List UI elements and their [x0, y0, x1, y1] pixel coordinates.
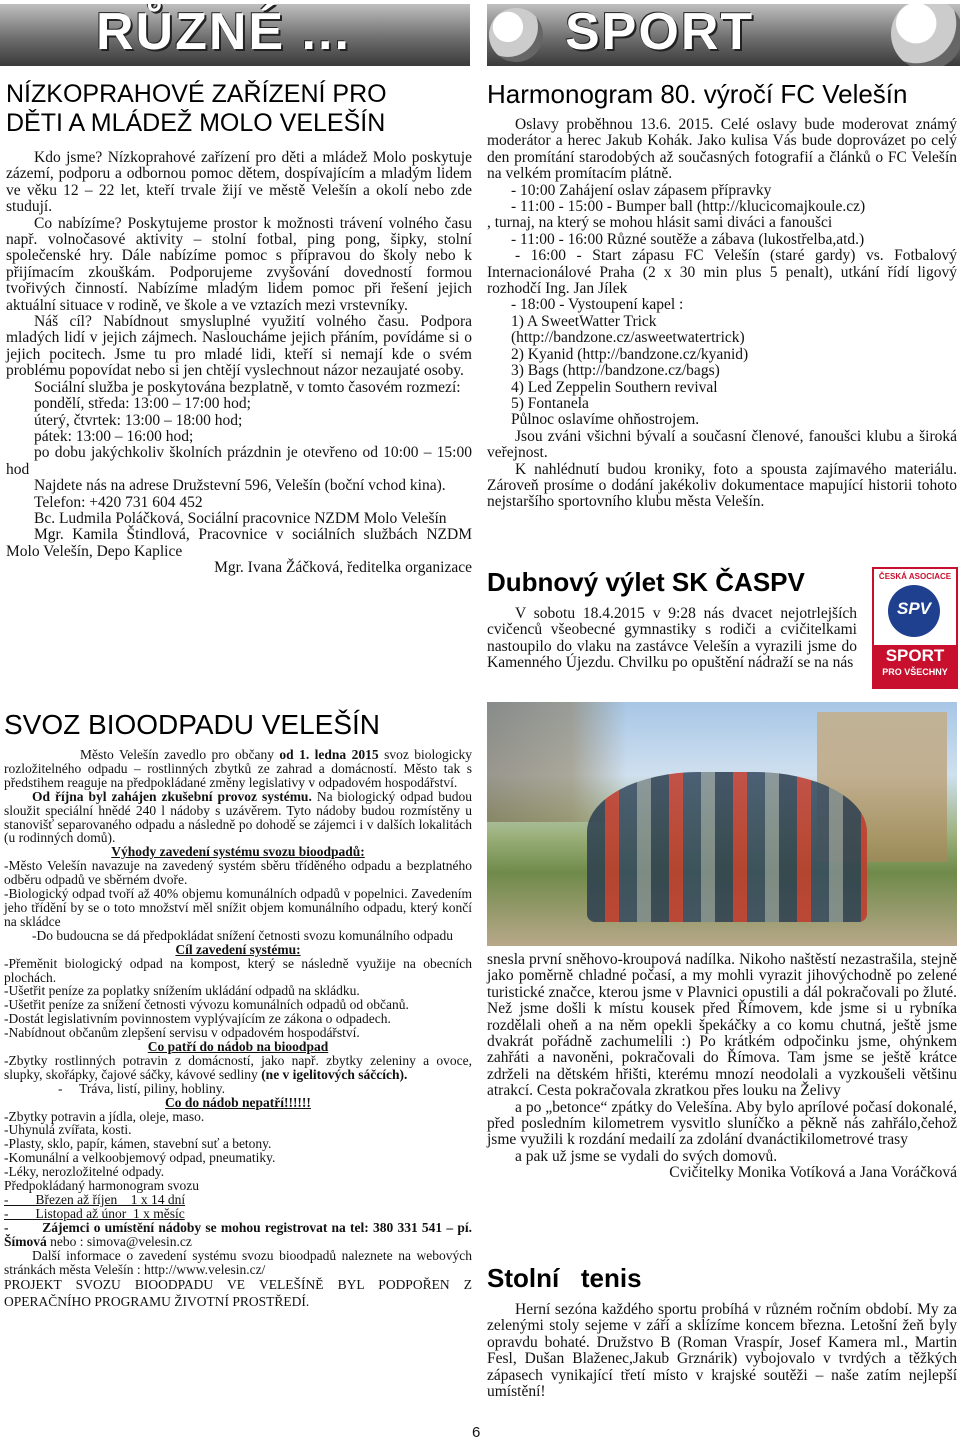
vylet-body-2: a po „betonce“ zpátky do Velešína. Aby bylo aprílové počasí dokonalé, před posledním kilometrem vysvitlo sluníčko a pěkně nás zahřálo,čehož jsme využili k rozdání medailí za zdolání dvanáctikilometrové trasy — [487, 1098, 957, 1149]
logo-sport: SPORT — [885, 646, 945, 665]
nzdm-contact-1: Bc. Ludmila Poláčková, Sociální pracovnice NZDM Molo Velešín — [34, 509, 447, 527]
fc-band-5: 5) Fontanela — [511, 394, 589, 412]
nzdm-hours-2: úterý, čtvrtek: 13:00 – 18:00 hod; — [34, 411, 243, 429]
bio-h-nepatri — [4, 1096, 472, 1110]
bio-h-cil — [4, 943, 472, 957]
nzdm-hours-1: pondělí, středa: 13:00 – 17:00 hod; — [34, 395, 251, 413]
nzdm-article — [6, 80, 472, 577]
fc-line-2: - 10:00 Zahájení oslav zápasem přípravky — [511, 181, 772, 199]
nzdm-address: Najdete nás na adrese Družstevní 596, Velešín (boční vchod kina). — [34, 477, 446, 495]
nzdm-title-2: DĚTI A MLÁDEŽ MOLO VELEŠÍN — [6, 109, 386, 137]
fc-title: Harmonogram 80. výročí FC Velešín — [487, 79, 908, 109]
bio-line2 — [4, 790, 472, 846]
nzdm-signature: Mgr. Ivana Žáčková, ředitelka organizace — [214, 559, 472, 577]
bio-patri-bold: (ne v igelitových sáčcích). — [261, 1066, 408, 1082]
nzdm-phone: Telefon: +420 731 604 452 — [34, 493, 203, 511]
nzdm-p2: Co nabízíme? Poskytujeme prostor k možnosti trávení volného času např. volnočasové aktivity – stolní fotbal, ping pong, šipky, stolní společenské hry. Dále nabízíme pomoc s přípravou do školy nebo k přijímacím zkouškám. Podporujeme zvyšování dovedností formou tvořivých činností. Nabízíme mladým lidem pomoc při řešení jejich aktuální situace v rodině, ve škole a ve vztazích mezi vrstevníky. — [6, 214, 472, 314]
vylet-body-1: snesla první sněhovo-kroupová nadílka. Nikoho naštěstí nezastrašila, stejně jako poměrně chladné počasí, a my mohli vyrazit jihovýchodně po zelené turistické značce, kterou jsme v Plavnici opustili a dál pokračovali po žluté. Než jsme došli k místu kousek před Římovem, kde jsme si u rybníka rozdělali oheň a na něm opekli špekáčky a co komu chutná, ještě jsme dvakrát pořádně zachumelili :) Po krátkém odpočinku jsme, ohýnkem zahřáti a navoněni, pokračovali do Římova. Tam jsme se ještě krátce zdrželi na dětském hřišti, kterému mnozí neodolali a vyzkoušeli většinu atrakcí. Cesta pokračovala zkratkou přes louku na Želivy — [487, 951, 957, 1100]
nzdm-hours-3: pátek: 13:00 – 16:00 hod; — [34, 427, 194, 445]
logo-spv: SPV — [896, 599, 932, 618]
bio-footer: PROJEKT SVOZU BIOODPADU VE VELEŠÍNĚ BYL PODPOŘEN Z OPERAČNÍHO PROGRAMU ŽIVOTNÍ PROSTŘEDÍ. — [4, 1277, 472, 1310]
fc-fireworks: Půlnoc oslavíme ohňostrojem. — [511, 411, 700, 429]
fc-line-6: - 16:00 - Start zápasu FC Velešín (staré gardy) vs. Fotbalový Internacionálové Praha (2 x 30 min plus 5 penalt), utkání řídí ligový rozhodčí Ing. Jan Jílek — [487, 247, 957, 298]
logo-bottom-box — [874, 645, 956, 687]
bio-zajemci-bold: - Zájemci o umístění nádoby se mohou registrovat na tel: 380 331 541 – pí. Šímová — [4, 1219, 476, 1249]
bio-zajemci — [4, 1219, 476, 1249]
bio-intro-date: od 1. ledna 2015 — [279, 747, 379, 762]
bio-nepatri-3: -Plasty, sklo, papír, kámen, stavební suť a betony. — [4, 1136, 272, 1152]
bio-h-nepatri-text: Co do nádob nepatří!!!!!! — [165, 1094, 311, 1110]
bio-patri — [4, 1054, 472, 1082]
fc-line-7: - 18:00 - Vystoupení kapel : — [511, 296, 684, 314]
banner-sport — [487, 4, 960, 66]
fc-line-1: Oslavy proběhnou 13.6. 2015. Celé oslavy bude moderovat známý moderátor a herec Jakub Kohák. Jako kulisa Vás bude doprovázet po celý den promítání starodobých až současných fotografií a článků o FC Velešín na velkém promítacím plátně. — [487, 116, 957, 183]
fc-band-4: 4) Led Zeppelin Southern revival — [511, 378, 718, 396]
bio-harmonogram-label: Předpokládaný harmonogram svozu — [4, 1178, 199, 1194]
tenis-title: Stolní tenis — [487, 1263, 642, 1293]
group-photo — [487, 702, 957, 946]
bio-cil-3: -Ušetřit peníze za snížení četnosti vývozu komunálních odpadů od občanů. — [4, 997, 409, 1013]
page-number: 6 — [472, 1424, 481, 1441]
bio-intro-c: svoz biologicky rozložitelného odpadu – rostlinných zbytků ze zahrad a domácností. Město tak s předstihem reaguje na předpokládané změny legislativy v odpadovém hospodářství. — [4, 747, 472, 790]
bio-vyhoda-3: -Do budoucna se dá předpokládat snížení četnosti svozu komunálního odpadu — [32, 927, 454, 943]
vylet-signature: Cvičitelky Monika Votíková a Jana Voráčková — [669, 1164, 957, 1182]
vylet-intro: V sobotu 18.4.2015 v 9:28 nás dvacet nejotrlejších cvičenců všeobecné gymnastiky s rodiči a cvičitelkami nastoupilo do vlaku na zastávce Velešín a vyrazili jsme do Kamenného Újezdu. Chvilku po opuštění nádraží se na nás — [487, 605, 857, 672]
ball-icon — [891, 4, 960, 66]
bio-cil-1: -Přeměnit biologický odpad na kompost, který se následně využije na obecních plochách. — [4, 955, 472, 985]
fc-band-1: 1) A SweetWatter Trick — [511, 312, 657, 330]
bio-nepatri-1: -Zbytky potravin a jídla, oleje, maso. — [4, 1108, 205, 1124]
bio-patri-text: -Zbytky rostlinných potravin z domácností, jako např. zbytky zeleniny a ovoce, slupky, skořápky, čajové sáčky, kávové sedliny — [4, 1052, 472, 1082]
banner-ruzne — [0, 4, 470, 66]
nzdm-contact-2: Mgr. Kamila Štindlová, Pracovnice v sociálních službách NZDM Molo Velešín, Depo Kaplice — [6, 526, 472, 560]
fc-article — [487, 80, 957, 511]
vylet-body-3: a pak už jsme se vydali do svých domovů. — [515, 1147, 778, 1165]
bio-cil-5: -Nabídnout občanům zlepšení servisu v odpadovém hospodářství. — [4, 1025, 360, 1041]
bio-vyhoda-2: -Biologický odpad tvoří až 40% objemu komunálních odpadů v popelnici. Zavedením jeho třídění by se o toto množství měl snížit objem komunálního odpadu, který končí na skládce — [4, 886, 472, 929]
bio-dalsi: Další informace o zavedení systému svozu bioodpadů naleznete na webových stránkách města Velešín : http://www.velesin.cz/ — [4, 1247, 472, 1277]
banner-title: SPORT — [565, 4, 755, 61]
vylet-title: Dubnový výlet SK ČASPV — [487, 567, 805, 597]
fc-invite: Jsou zváni všichni bývalí a současní členové, fanoušci klubu a široká veřejnost. — [487, 427, 957, 462]
ball-icon — [489, 8, 543, 62]
nzdm-p1: Kdo jsme? Nízkoprahové zařízení pro děti a mládež Molo poskytuje zázemí, podporu a odbornou pomoc dětem, dospívajícím a mladým lidem ve věku 12 – 22 let, kteří trvale žijí ve městě Velešín a okolí nebo zde studují. — [6, 149, 472, 216]
banner-title: RŮZNÉ ... — [96, 4, 351, 61]
bio-title: SVOZ BIOODPADU VELEŠÍN — [4, 709, 381, 740]
fc-chronicles: K nahlédnutí budou kroniky, foto a spousta zajímavého materiálu. Zároveň prosíme o dodání jakékoliv dokumentace mapující historii tohoto nejstaršího sportovního klubu města Velešín. — [487, 460, 957, 511]
fc-line-3: - 11:00 - 15:00 - Bumper ball (http://klucicomajkoule.cz) — [511, 198, 866, 216]
bio-patri-2: - Tráva, listí, piliny, hobliny. — [58, 1080, 226, 1096]
bio-article — [4, 708, 476, 1310]
logo-top-text: ČESKÁ ASOCIACE — [878, 572, 952, 581]
bio-cil-2: -Ušetřit peníze za poplatky snížením ukládání odpadů na skládku. — [4, 983, 360, 999]
nzdm-p3: Náš cíl? Nabídnout smysluplné využití volného času. Podpora mladých lidí v jejich zájmech. Nasloucháme jejich přáním, povídáme si o jejich pocitech. Jsme tu pro mladé lidi, kteří si nemají kde o svém problému popovídat nebo si jen chtějí vyslechnout názor nezaujaté osoby. — [6, 313, 472, 380]
tenis-article — [487, 1262, 957, 1400]
fc-line-4: , turnaj, na který se mohou hlásit sami diváci a fanoušci — [487, 214, 833, 232]
fc-line-5: - 11:00 - 16:00 Různé soutěže a zábava (lukostřelba,atd.) — [511, 230, 865, 248]
bio-h-cil-text: Cíl zavedení systému: — [175, 941, 301, 957]
fc-band-2: 2) Kyanid (http://bandzone.cz/kyanid) — [511, 345, 749, 363]
bio-nepatri-2: -Uhynulá zvířata, kosti. — [4, 1122, 132, 1138]
bio-h-patri — [4, 1040, 472, 1054]
caspv-logo — [872, 567, 958, 689]
vylet-body — [487, 952, 957, 1182]
bio-nepatri-4: -Komunální a velkoobjemový odpad, pneumatiky. — [4, 1150, 276, 1166]
bio-h-vyhody-text: Výhody zavedení systému svozu bioodpadů: — [111, 844, 365, 860]
nzdm-p4: Sociální služba je poskytována bezplatně, v tomto časovém rozmezí: — [34, 378, 461, 396]
fc-band-3: 3) Bags (http://bandzone.cz/bags) — [511, 362, 720, 380]
bio-nepatri-5: -Léky, nerozložitelné odpady. — [4, 1164, 165, 1180]
nzdm-hours-4: po dobu jakýchkoliv školních prázdnin je otevřeno od 10:00 – 15:00 hod — [6, 444, 472, 478]
bio-harmonogram-1: - Březen až říjen 1 x 14 dní — [4, 1192, 186, 1207]
bio-vyhoda-1: -Město Velešín navazuje na zavedený systém sběru tříděného odpadu a bezplatného odběru odpadů ve sběrném dvoře. — [4, 858, 472, 888]
bio-harmonogram-2: - Listopad až únor 1 x měsíc — [4, 1205, 185, 1221]
tenis-body: Herní sezóna každého sportu probíhá v různém ročním období. My za zelenými stoly sejeme v září a sklízíme koncem března. Letošní žeň byly opravdu bohaté. Družstvo B (Roman Vraspír, Josef Kamera ml., Martin Fesl, Dušan Blaženec,Jakub Grznárik) vybojovalo v tvrdých a těžkých zápasech vynikající třetí místo v krajské soutěži – naše zatím nejlepší umístění! — [487, 1301, 957, 1401]
photo-group — [587, 772, 867, 922]
bio-h-patri-text: Co patří do nádob na bioodpad — [147, 1039, 329, 1055]
bio-line2-rest: Na biologický odpad budou sloužit speciální hnědé 240 l nádoby s uzávěrem. Tyto nádoby budou rozmístěny u stanovišť separovaného odpadu a následně po dohodě se zájemci i v dalších lokalitách (u rodinných domů). — [4, 788, 473, 846]
bio-line2-bold: Od října byl zahájen zkušební provoz systému. — [32, 788, 312, 804]
bio-intro-a: Město Velešín zavedlo pro občany — [80, 747, 274, 762]
fc-band-1-url: (http://bandzone.cz/asweetwatertrick) — [511, 329, 745, 347]
bio-h-vyhody — [4, 845, 472, 859]
bio-intro — [4, 748, 472, 790]
logo-pro-vsechny: PRO VŠECHNY — [882, 667, 948, 677]
bio-zajemci-email[interactable]: nebo : simova@velesin.cz — [50, 1233, 192, 1249]
bio-cil-4: -Dostát legislativním povinnostem vyplývajícím ze zákona o odpadech. — [4, 1011, 391, 1027]
nzdm-title-1: NÍZKOPRAHOVÉ ZAŘÍZENÍ PRO — [6, 80, 387, 108]
